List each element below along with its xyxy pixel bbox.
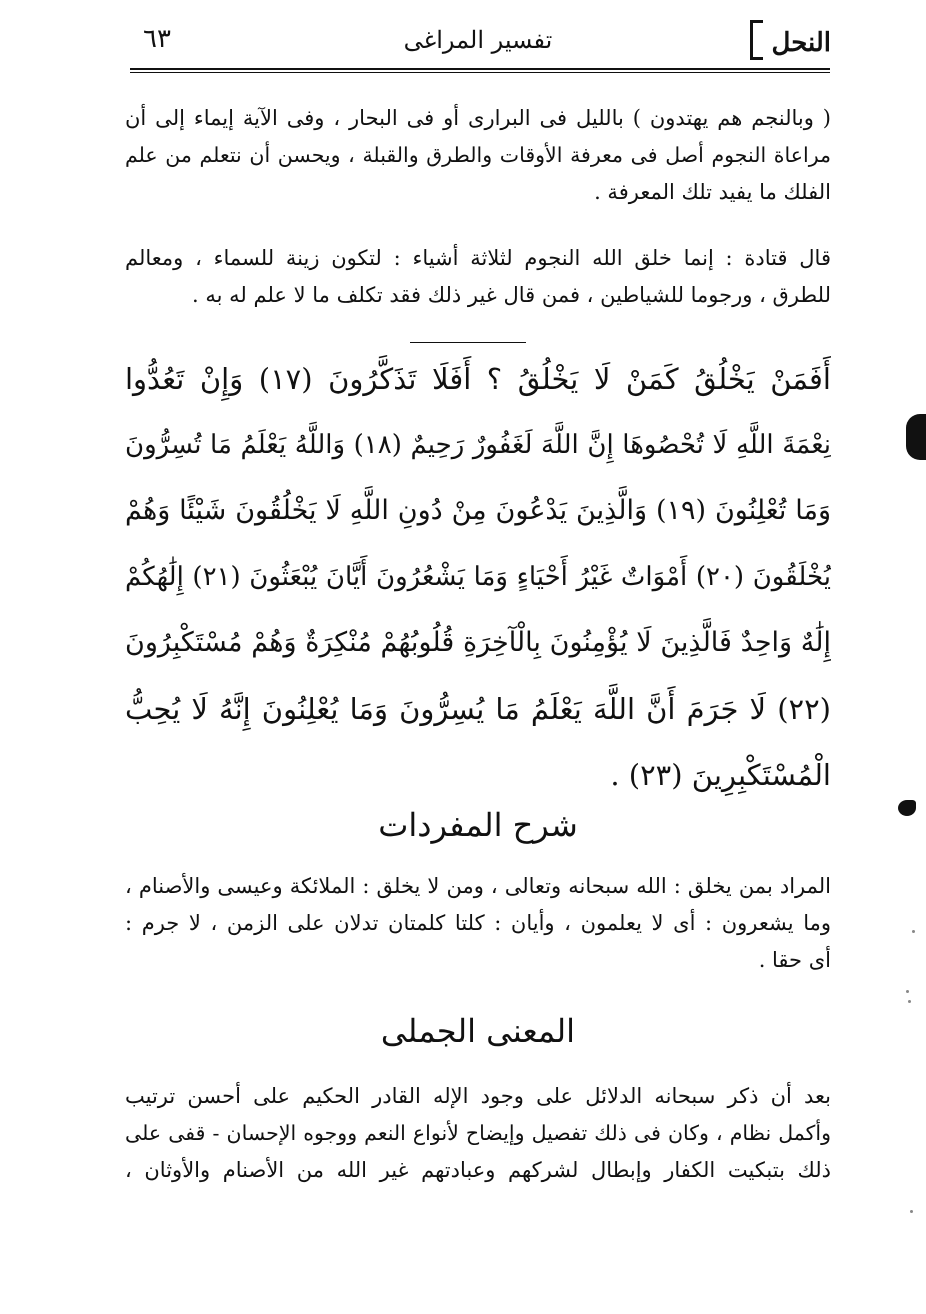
margin-ink-blot (906, 414, 926, 460)
margin-speck (912, 930, 915, 933)
quran-verses (125, 346, 831, 808)
text-line: قال قتادة : إنما خلق الله النجوم لثلاثة أشياء : لتكون زينة للسماء ، ومعالم (125, 246, 831, 270)
verse-line: الْمُسْتَكْبِرِينَ (٢٣) . (610, 758, 831, 792)
margin-ink-drop (898, 800, 916, 816)
text-line: الفلك ما يفيد تلك المعرفة . (594, 180, 831, 204)
commentary-paragraph-1 (125, 100, 831, 211)
text-line: وما يشعرون : أى لا يعلمون ، وأيان : كلتا كلمتان تدلان على الزمن ، لا جرم : (125, 911, 831, 935)
text-line: أى حقا . (758, 948, 831, 972)
text-line: وأكمل نظام ، وكان فى ذلك تفصيل وإيضاح لأنواع النعم ووجوه الإحسان - قفى على (125, 1121, 831, 1145)
text-line: بعد أن ذكر سبحانه الدلائل على وجود الإله القادر الحكيم على أحسن ترتيب (125, 1084, 831, 1108)
verse-line: (٢٢) لَا جَرَمَ أَنَّ اللَّهَ يَعْلَمُ مَا يُسِرُّونَ وَمَا يُعْلِنُونَ إِنَّهُ لَا يُحِبُّ (125, 692, 831, 726)
text-line: المراد بمن يخلق : الله سبحانه وتعالى ، ومن لا يخلق : الملائكة وعيسى والأصنام ، (125, 874, 831, 898)
page-number: ٦٣ (143, 24, 171, 54)
text-line: ذلك بتبكيت الكفار وإبطال لشركهم وعبادتهم غير الله من الأصنام والأوثان ، (125, 1158, 831, 1182)
text-line: ( وبالنجم هم يهتدون ) بالليل فى البرارى أو فى البحار ، وفى الآية إيماء إلى أن (125, 106, 831, 130)
commentary-paragraph-2 (125, 240, 831, 314)
header-bracket (750, 20, 763, 60)
verse-line: وَمَا تُعْلِنُونَ (١٩) وَالَّذِينَ يَدْعُونَ مِنْ دُونِ اللَّهِ لَا يَخْلُقُونَ شَيْئًا وَهُمْ (125, 495, 831, 526)
text-line: للطرق ، ورجوما للشياطين ، فمن قال غير ذلك فقد تكلف ما لا علم له به . (192, 283, 831, 307)
chapter-name: النحل (771, 28, 831, 58)
margin-speck (908, 1000, 911, 1003)
margin-speck (906, 990, 909, 993)
text-line: مراعاة النجوم أصل فى معرفة الأوقات والطرق والقبلة ، ويحسن أن نتعلم من علم (125, 143, 831, 167)
book-title: تفسير المراغى (403, 26, 553, 54)
vocabulary-paragraph (125, 868, 831, 979)
overall-meaning-paragraph (125, 1078, 831, 1189)
section-separator (410, 342, 526, 343)
running-header (125, 18, 831, 68)
vocabulary-heading: شرح المفردات (378, 806, 578, 844)
margin-speck (910, 1210, 913, 1213)
header-rule-thin (130, 72, 830, 73)
header-rule (130, 68, 830, 70)
verse-line: يُخْلَقُونَ (٢٠) أَمْوَاتٌ غَيْرُ أَحْيَاءٍ وَمَا يَشْعُرُونَ أَيَّانَ يُبْعَثُونَ (٢١) إِلَٰهُكُمْ (125, 562, 831, 592)
overall-meaning-heading: المعنى الجملى (380, 1012, 576, 1050)
verse-line: أَفَمَنْ يَخْلُقُ كَمَنْ لَا يَخْلُقُ ؟ أَفَلَا تَذَكَّرُونَ (١٧) وَإِنْ تَعُدُّوا (125, 362, 831, 396)
verse-line: إِلَٰهٌ وَاحِدٌ فَالَّذِينَ لَا يُؤْمِنُونَ بِالْآخِرَةِ قُلُوبُهُمْ مُنْكِرَةٌ وَهُمْ مُسْتَكْبِرُونَ (125, 627, 831, 658)
verse-line: نِعْمَةَ اللَّهِ لَا تُحْصُوهَا إِنَّ اللَّهَ لَغَفُورٌ رَحِيمٌ (١٨) وَاللَّهُ يَعْلَمُ مَا تُسِرُّونَ (125, 430, 831, 460)
